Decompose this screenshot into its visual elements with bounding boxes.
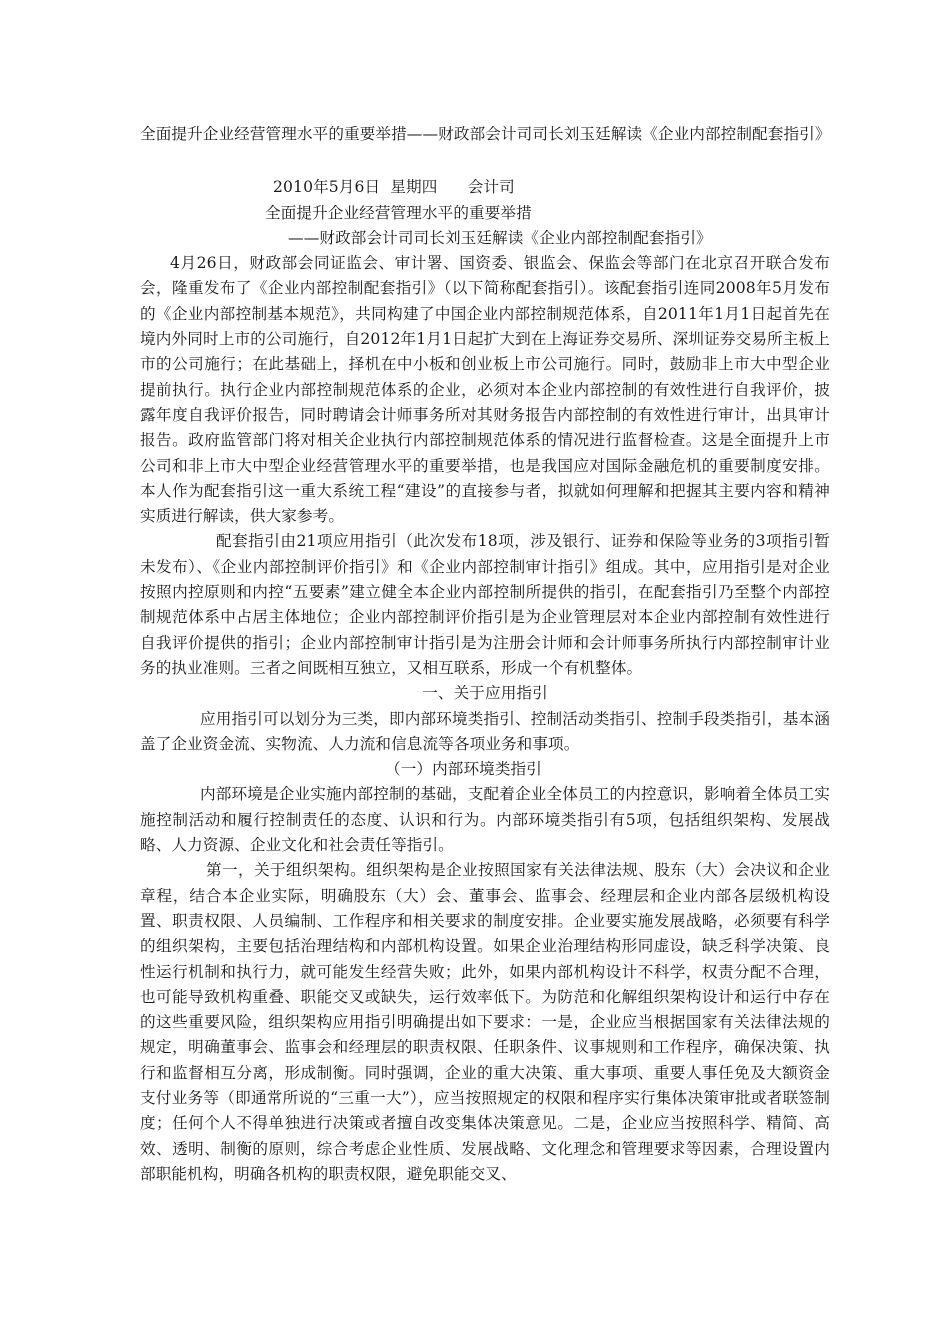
subsection-heading-environment: （一）内部环境类指引: [385, 760, 542, 779]
paragraph-environment: 内部环境是企业实施内部控制的基础，支配着企业全体员工的内控意识，影响着全体员工实施控制活动和履行控制责任的态度、认识和行为。内部环境类指引有5项，包括组织架构、发展战略、人力资源、企业文化和社会责任等指引。: [140, 785, 830, 855]
article-main-title: 全面提升企业经营管理水平的重要举措: [265, 203, 532, 222]
paragraph-application: 应用指引可以划分为三类，即内部环境类指引、控制活动类指引、控制手段类指引，基本涵盖了企业资金流、实物流、人力流和信息流等各项业务和事项。: [140, 709, 830, 753]
document-title: 全面提升企业经营管理水平的重要举措——财政部会计司司长刘玉廷解读《企业内部控制配套指引》: [140, 125, 831, 143]
document-page: [140, 122, 830, 1187]
paragraph-intro: 4月26日，财政部会同证监会、审计署、国资委、银监会、保监会等部门在北京召开联合发布会，隆重发布了《企业内部控制配套指引》（以下简称配套指引）。该配套指引连同2008年5月发布的《企业内部控制基本规范》，共同构建了中国企业内部控制规范体系，自2011年1月1日起首先在境内外同时上市的公司施行，自2012年1月1日起扩大到在上海证券交易所、深圳证券交易所主板上市的公司施行；在此基础上，择机在中小板和创业板上市公司施行。同时，鼓励非上市大中型企业提前执行。执行企业内部控制规范体系的企业，必须对本企业内部控制的有效性进行自我评价，披露年度自我评价报告，同时聘请会计师事务所对其财务报告内部控制的有效性进行审计，出具审计报告。政府监管部门将对相关企业执行内部控制规范体系的情况进行监督检查。这是全面提升上市公司和非上市大中型企业经营管理水平的重要举措，也是我国应对国际金融危机的重要制度安排。本人作为配套指引这一重大系统工程“建设”的直接参与者，拟就如何理解和把握其主要内容和精神实质进行解读，供大家参考。: [140, 254, 830, 526]
paragraph-composition: 配套指引由21项应用指引（此次发布18项，涉及银行、证券和保险等业务的3项指引暂未发布）、《企业内部控制评价指引》和《企业内部控制审计指引》组成。其中，应用指引是对企业按照内控原则和内控“五要素”建立健全本企业内部控制所提供的指引，在配套指引乃至整个内部控制规范体系中占居主体地位；企业内部控制评价指引是为企业管理层对本企业内部控制有效性进行自我评价提供的指引；企业内部控制审计指引是为注册会计师和会计师事务所执行内部控制审计业务的执业准则。三者之间既相互独立，又相互联系，形成一个有机整体。: [140, 532, 830, 677]
paragraph-organization: 第一，关于组织架构。组织架构是企业按照国家有关法律法规、股东（大）会决议和企业章程，结合本企业实际，明确股东（大）会、董事会、监事会、经理层和企业内部各层级机构设置、职责权限、人员编制、工作程序和相关要求的制度安排。企业要实施发展战略，必须要有科学的组织架构，主要包括治理结构和内部机构设置。如果企业治理结构形同虚设，缺乏科学决策、良性运行机制和执行力，就可能发生经营失败；此外，如果内部机构设计不科学，权责分配不合理，也可能导致机构重叠、职能交叉或缺失，运行效率低下。为防范和化解组织架构设计和运行中存在的这些重要风险，组织架构应用指引明确提出如下要求：一是，企业应当根据国家有关法律法规的规定，明确董事会、监事会和经理层的职责权限、任职条件、议事规则和工作程序，确保决策、执行和监督相互分离，形成制衡。同时强调，企业的重大决策、重大事项、重要人事任免及大额资金支付业务等（即通常所说的“三重一大”），应当按照规定的权限和程序实行集体决策审批或者联签制度；任何个人不得单独进行决策或者擅自改变集体决策意见。二是，企业应当按照科学、精简、高效、透明、制衡的原则，综合考虑企业性质、发展战略、文化理念和管理要求等因素，合理设置内部职能机构，明确各机构的职责权限，避免职能交叉、: [140, 861, 830, 1183]
article-subtitle: ——财政部会计司司长刘玉廷解读《企业内部控制配套指引》: [288, 228, 712, 247]
section-heading-application: 一、关于应用指引: [422, 684, 548, 703]
publish-meta: 2010年5月6日 星期四 会计司: [273, 178, 515, 197]
